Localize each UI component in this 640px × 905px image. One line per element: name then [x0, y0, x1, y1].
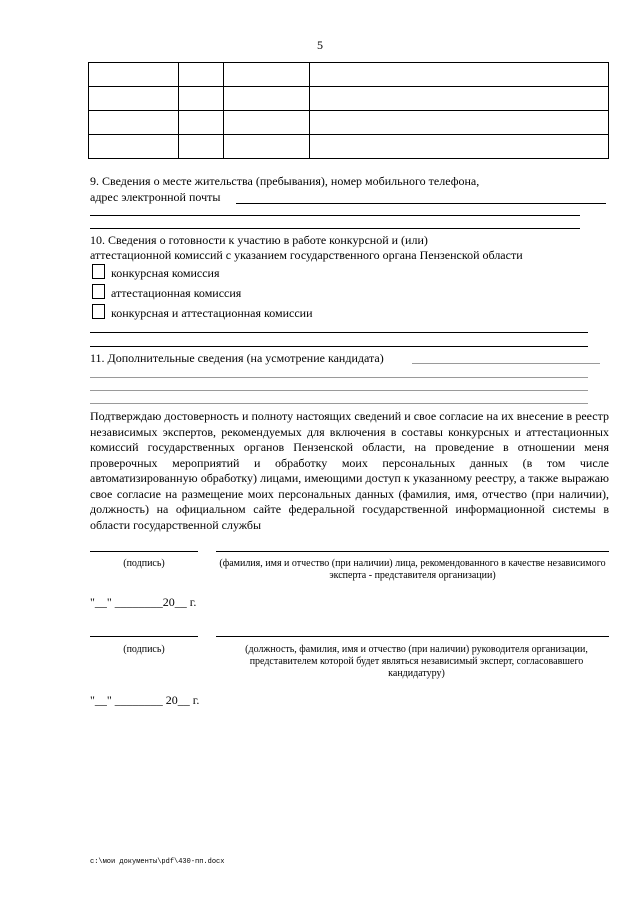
page-number: 5: [317, 38, 323, 52]
file-path-footer: c:\мои документы\pdf\430-пп.docx: [90, 858, 225, 866]
additional-info-fill-line[interactable]: [412, 363, 600, 364]
head-of-organization-caption: (должность, фамилия, имя и отчество (при наличии) руководителя организации, представителем которой будет являться независимый эксперт, согласовавшего кандидатуру): [245, 644, 588, 679]
checkbox-both-commissions[interactable]: [92, 304, 105, 319]
name-line[interactable]: [216, 636, 609, 637]
expert-name-caption: (фамилия, имя и отчество (при наличии) лица, рекомендованного в качестве независимого эксперта - представителя организации): [219, 558, 606, 581]
table-row: [89, 63, 609, 87]
option-attestation-commission: аттестационная комиссия: [111, 286, 242, 300]
address-fill-line[interactable]: [236, 203, 606, 204]
checkbox-attestation-commission[interactable]: [92, 284, 105, 299]
table-row: [89, 87, 609, 111]
section9-heading: 9. Сведения о месте жительства (пребывания), номер мобильного телефона,: [90, 174, 480, 188]
fill-line[interactable]: [90, 403, 588, 404]
fill-line[interactable]: [90, 215, 580, 216]
section9-email-label: адрес электронной почты: [90, 190, 221, 204]
fill-line[interactable]: [90, 228, 580, 229]
option-both-commissions: конкурсная и аттестационная комиссии: [111, 306, 313, 320]
table-row: [89, 135, 609, 159]
consent-paragraph: Подтверждаю достоверность и полноту настоящих сведений и свое согласие на их внесение в реестр независимых экспертов, рекомендуемых для включения в составы конкурсных и аттестационных комиссий государственных органов Пензенской области, на проведение в отношении меня проверочных мероприятий и обработку моих персональных данных (в том числе автоматизированную обработку) лицами, имеющими доступ к указанному реестру, а также выражаю свое согласие на размещение моих персональных данных (фамилия, имя, отчество (при наличии), должность) на официальном сайте федеральной государственной информационной системы в области государственной службы: [90, 409, 609, 532]
fill-line[interactable]: [90, 390, 588, 391]
option-competition-commission: конкурсная комиссия: [111, 266, 220, 280]
signature-caption: (подпись): [123, 644, 165, 655]
fill-line[interactable]: [90, 346, 588, 347]
fill-line[interactable]: [90, 332, 588, 333]
signature-line[interactable]: [90, 551, 198, 552]
name-line[interactable]: [216, 551, 609, 552]
table-row: [89, 111, 609, 135]
fill-line[interactable]: [90, 377, 588, 378]
checkbox-competition-commission[interactable]: [92, 264, 105, 279]
section11-heading: 11. Дополнительные сведения (на усмотрение кандидата): [90, 351, 384, 365]
signature-line[interactable]: [90, 636, 198, 637]
date-line[interactable]: "__" ________20__ г.: [90, 595, 197, 609]
continuation-table: [88, 62, 609, 159]
signature-caption: (подпись): [123, 558, 165, 569]
section10-heading: 10. Сведения о готовности к участию в работе конкурсной и (или): [90, 233, 428, 247]
date-line[interactable]: "__" ________ 20__ г.: [90, 693, 200, 707]
section10-heading-cont: аттестационной комиссий с указанием государственного органа Пензенской области: [90, 248, 523, 262]
